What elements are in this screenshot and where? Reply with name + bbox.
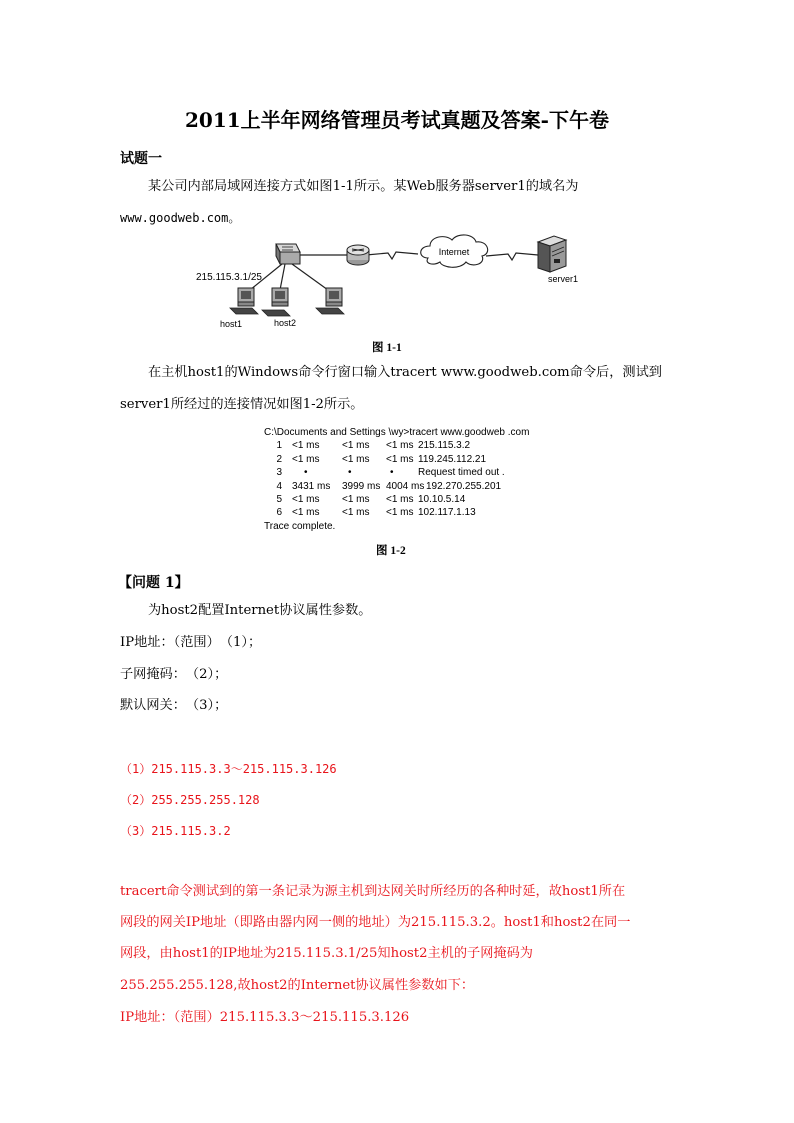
switch-icon — [276, 244, 300, 264]
server1-label: server1 — [548, 274, 579, 284]
figure2-caption: 图 1-2 — [376, 545, 406, 557]
hop-address: 10.10.5.14 — [418, 494, 466, 506]
hop-time-2: <1 ms — [342, 494, 370, 506]
host1-label: host1 — [220, 319, 243, 329]
hop-number: 5 — [276, 494, 282, 506]
answer1: （1）215.115.3.3～215.115.3.126 — [120, 762, 337, 776]
hop-address: 102.117.1.13 — [418, 507, 476, 519]
host2-computer-icon — [262, 288, 290, 316]
hop-time-3: <1 ms — [386, 440, 414, 452]
para2-line1: 在主机host1的Windows命令行窗口输入tracert www.goodweb.com命令后，测试到 — [148, 365, 662, 380]
hop-number: 3 — [276, 467, 282, 479]
hop-time-2: <1 ms — [342, 507, 370, 519]
figure1-caption: 图 1-1 — [372, 342, 402, 354]
table-row — [264, 480, 529, 493]
hop-time-1: <1 ms — [292, 440, 320, 452]
hop-time-3: 4004 ms — [386, 480, 425, 492]
hop-time-2: <1 ms — [342, 453, 370, 465]
para2-line2: server1所经过的连接情况如图1-2所示。 — [120, 397, 364, 412]
tracert-footer: Trace complete. — [264, 520, 336, 532]
explanation-line1: tracert命令测试到的第一条记录为源主机到达网关时所经历的各种时延，故host1所在 — [120, 884, 626, 899]
hop-time-1: <1 ms — [292, 507, 320, 519]
host1-computer-icon — [230, 288, 258, 314]
hop-time-2: <1 ms — [342, 440, 370, 452]
explanation-line3: 网段，由host1的IP地址为215.115.3.1/25知host2主机的子网掩码为 — [120, 946, 533, 961]
host2-label: host2 — [274, 318, 297, 328]
hop-time-3: <1 ms — [386, 507, 414, 519]
tracert-command: C:\Documents and Settings \wy>tracert www.goodweb .com — [264, 427, 530, 438]
hop-number: 1 — [276, 440, 282, 452]
section-heading: 试题一 — [120, 151, 162, 167]
host1-ip-label: 215.115.3.1/25 — [196, 272, 262, 283]
hop-address: 215.115.3.2 — [418, 440, 471, 452]
hop-time-3: <1 ms — [386, 453, 414, 465]
hop-time-1: 3431 ms — [292, 480, 331, 492]
hop-time-2: 3999 ms — [342, 480, 381, 492]
table-row — [264, 453, 529, 466]
intro-text-line2: www.goodweb.com。 — [120, 211, 241, 225]
host3-computer-icon — [316, 288, 344, 314]
table-row — [264, 506, 529, 519]
hop-number: 4 — [276, 480, 282, 492]
hop-address: 192.270.255.201 — [426, 480, 502, 492]
hop-number: 6 — [276, 507, 282, 519]
hop-time-1: <1 ms — [292, 453, 320, 465]
router-icon — [347, 245, 369, 265]
internet-cloud-icon — [421, 235, 488, 267]
question1-heading: 【问题 1】 — [118, 575, 189, 591]
explanation-line2: 网段的网关IP地址（即路由器内网一侧的地址）为215.115.3.2。host1和host2在同一 — [120, 915, 631, 930]
hop-time-1: <1 ms — [292, 494, 320, 506]
server-icon — [538, 236, 566, 272]
question1-prompt: 为host2配置Internet协议属性参数。 — [148, 603, 372, 618]
explanation-line5: IP地址：（范围）215.115.3.3～215.115.3.126 — [120, 1010, 410, 1025]
hop-time-2: • — [348, 467, 352, 479]
network-diagram — [190, 228, 590, 338]
hop-address: 119.245.112.21 — [418, 453, 487, 465]
answer3: （3）215.115.3.2 — [120, 824, 231, 838]
hop-address: Request timed out . — [418, 467, 505, 479]
intro-text-line1: 某公司内部局域网连接方式如图1-1所示。某Web服务器server1的域名为 — [148, 179, 579, 194]
table-row — [264, 466, 529, 479]
question1-item1: IP地址：（范围） （1）； — [120, 635, 262, 650]
hop-time-3: • — [390, 467, 394, 479]
page-title: 2011上半年网络管理员考试真题及答案-下午卷 — [185, 108, 609, 132]
tracert-output — [264, 426, 529, 533]
question1-item3: 默认网关： （3）； — [120, 698, 228, 713]
table-row — [264, 439, 529, 452]
internet-label: Internet — [438, 247, 470, 257]
table-row — [264, 493, 529, 506]
hop-number: 2 — [276, 453, 282, 465]
question1-item2: 子网掩码： （2）； — [120, 667, 228, 682]
hop-time-3: <1 ms — [386, 494, 414, 506]
answer2: （2）255.255.255.128 — [120, 793, 260, 807]
explanation-line4: 255.255.255.128,故host2的Internet协议属性参数如下： — [120, 978, 475, 993]
hop-time-1: • — [304, 467, 308, 479]
